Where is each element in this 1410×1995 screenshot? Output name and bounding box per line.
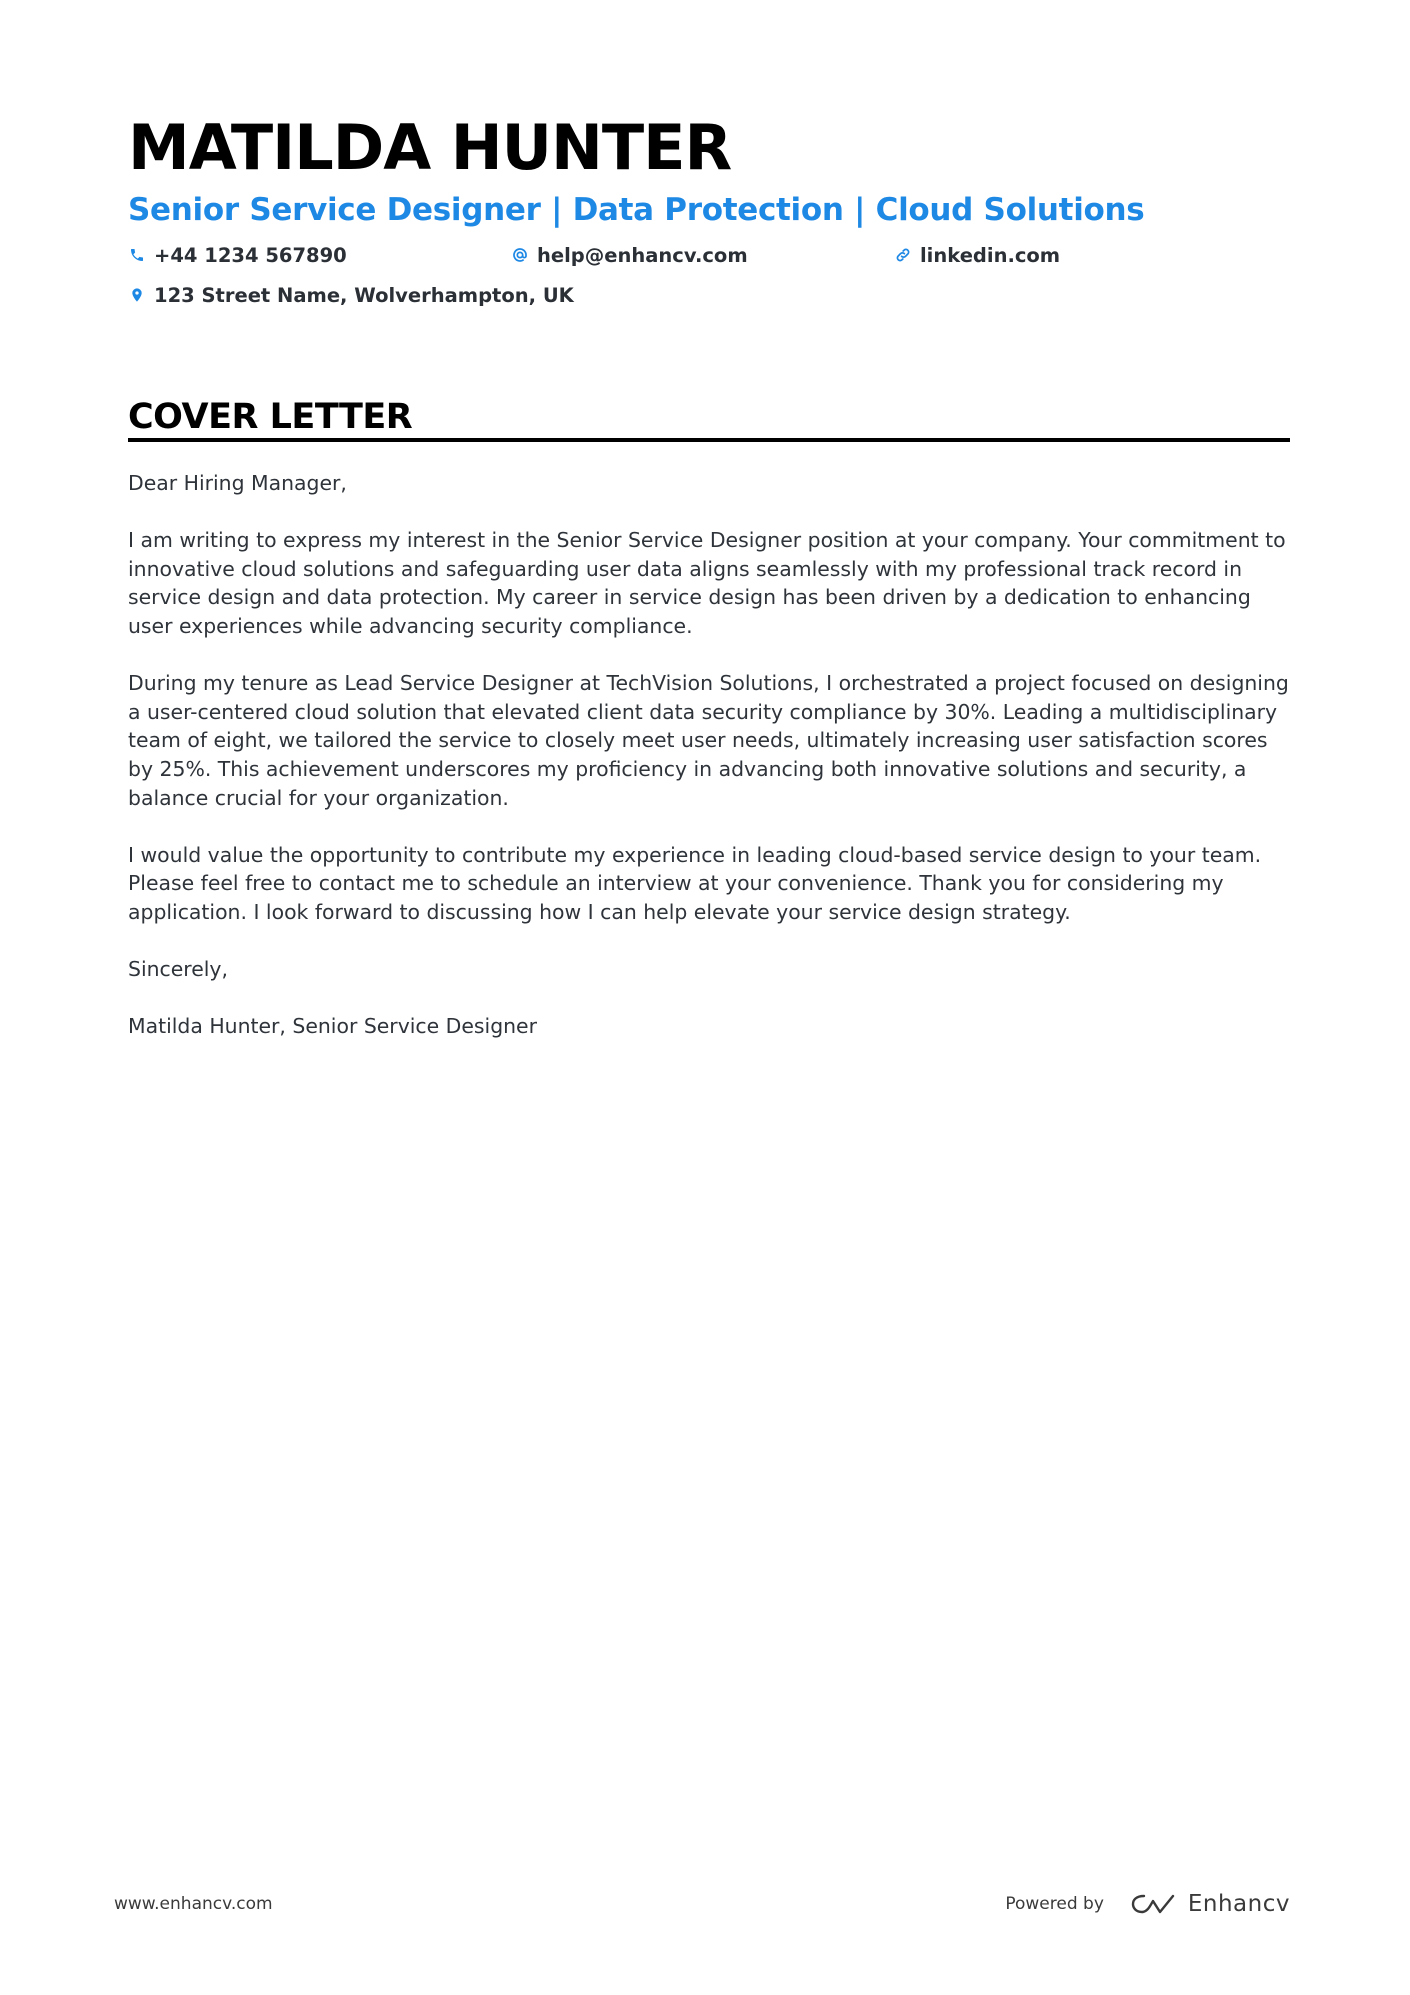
powered-by-label: Powered by xyxy=(1005,1894,1104,1914)
signature: Matilda Hunter, Senior Service Designer xyxy=(128,1014,537,1039)
closing: Sincerely, xyxy=(128,957,228,982)
letter-paragraph: During my tenure as Lead Service Designer at TechVision Solutions, I orchestrated a project focused on designing a user-centered cloud solution that elevated client data security compliance by 30%. Leading a multidisciplinary team of eight, we tailored the service to closely meet user needs, ultimately increasing user satisfaction scores by 25%. This achievement underscores my proficiency in advancing both innovative solutions and security, a balance crucial for your organization. xyxy=(128,671,1289,810)
link-text[interactable]: linkedin.com xyxy=(920,243,1061,267)
location-text: 123 Street Name, Wolverhampton, UK xyxy=(154,283,574,307)
phone-icon xyxy=(128,245,146,265)
enhancv-logo-icon xyxy=(1130,1891,1176,1917)
footer-website[interactable]: www.enhancv.com xyxy=(114,1894,273,1914)
location-pin-icon xyxy=(128,285,146,305)
contact-location xyxy=(128,280,574,310)
candidate-name: MATILDA HUNTER xyxy=(128,111,732,184)
brand-name: Enhancv xyxy=(1187,1891,1290,1917)
email-text[interactable]: help@enhancv.com xyxy=(537,243,748,267)
salutation: Dear Hiring Manager, xyxy=(128,471,347,495)
section-title: COVER LETTER xyxy=(128,397,413,437)
footer-branding xyxy=(1005,1884,1290,1924)
phone-text: +44 1234 567890 xyxy=(154,243,347,267)
letter-paragraph: I would value the opportunity to contribute my experience in leading cloud-based service design to your team. Please feel free to contact me to schedule an interview at your convenience. Thank you for considering my application. I look forward to discussing how I can help elevate your service design strategy. xyxy=(128,842,1262,924)
section-divider xyxy=(128,438,1290,442)
candidate-title: Senior Service Designer | Data Protection | Cloud Solutions xyxy=(128,192,1145,228)
contact-link[interactable] xyxy=(894,240,1060,270)
letter-paragraph: I am writing to express my interest in the Senior Service Designer position at your company. Your commitment to innovative cloud solutions and safeguarding user data aligns seamlessly with my professional track record in service design and data protection. My career in service design has been driven by a dedication to enhancing user experiences while advancing security compliance. xyxy=(128,528,1286,638)
at-icon xyxy=(511,245,529,265)
letter-body xyxy=(128,469,1292,1069)
contact-phone xyxy=(128,240,347,270)
contact-email[interactable] xyxy=(511,240,748,270)
link-icon xyxy=(894,245,912,265)
